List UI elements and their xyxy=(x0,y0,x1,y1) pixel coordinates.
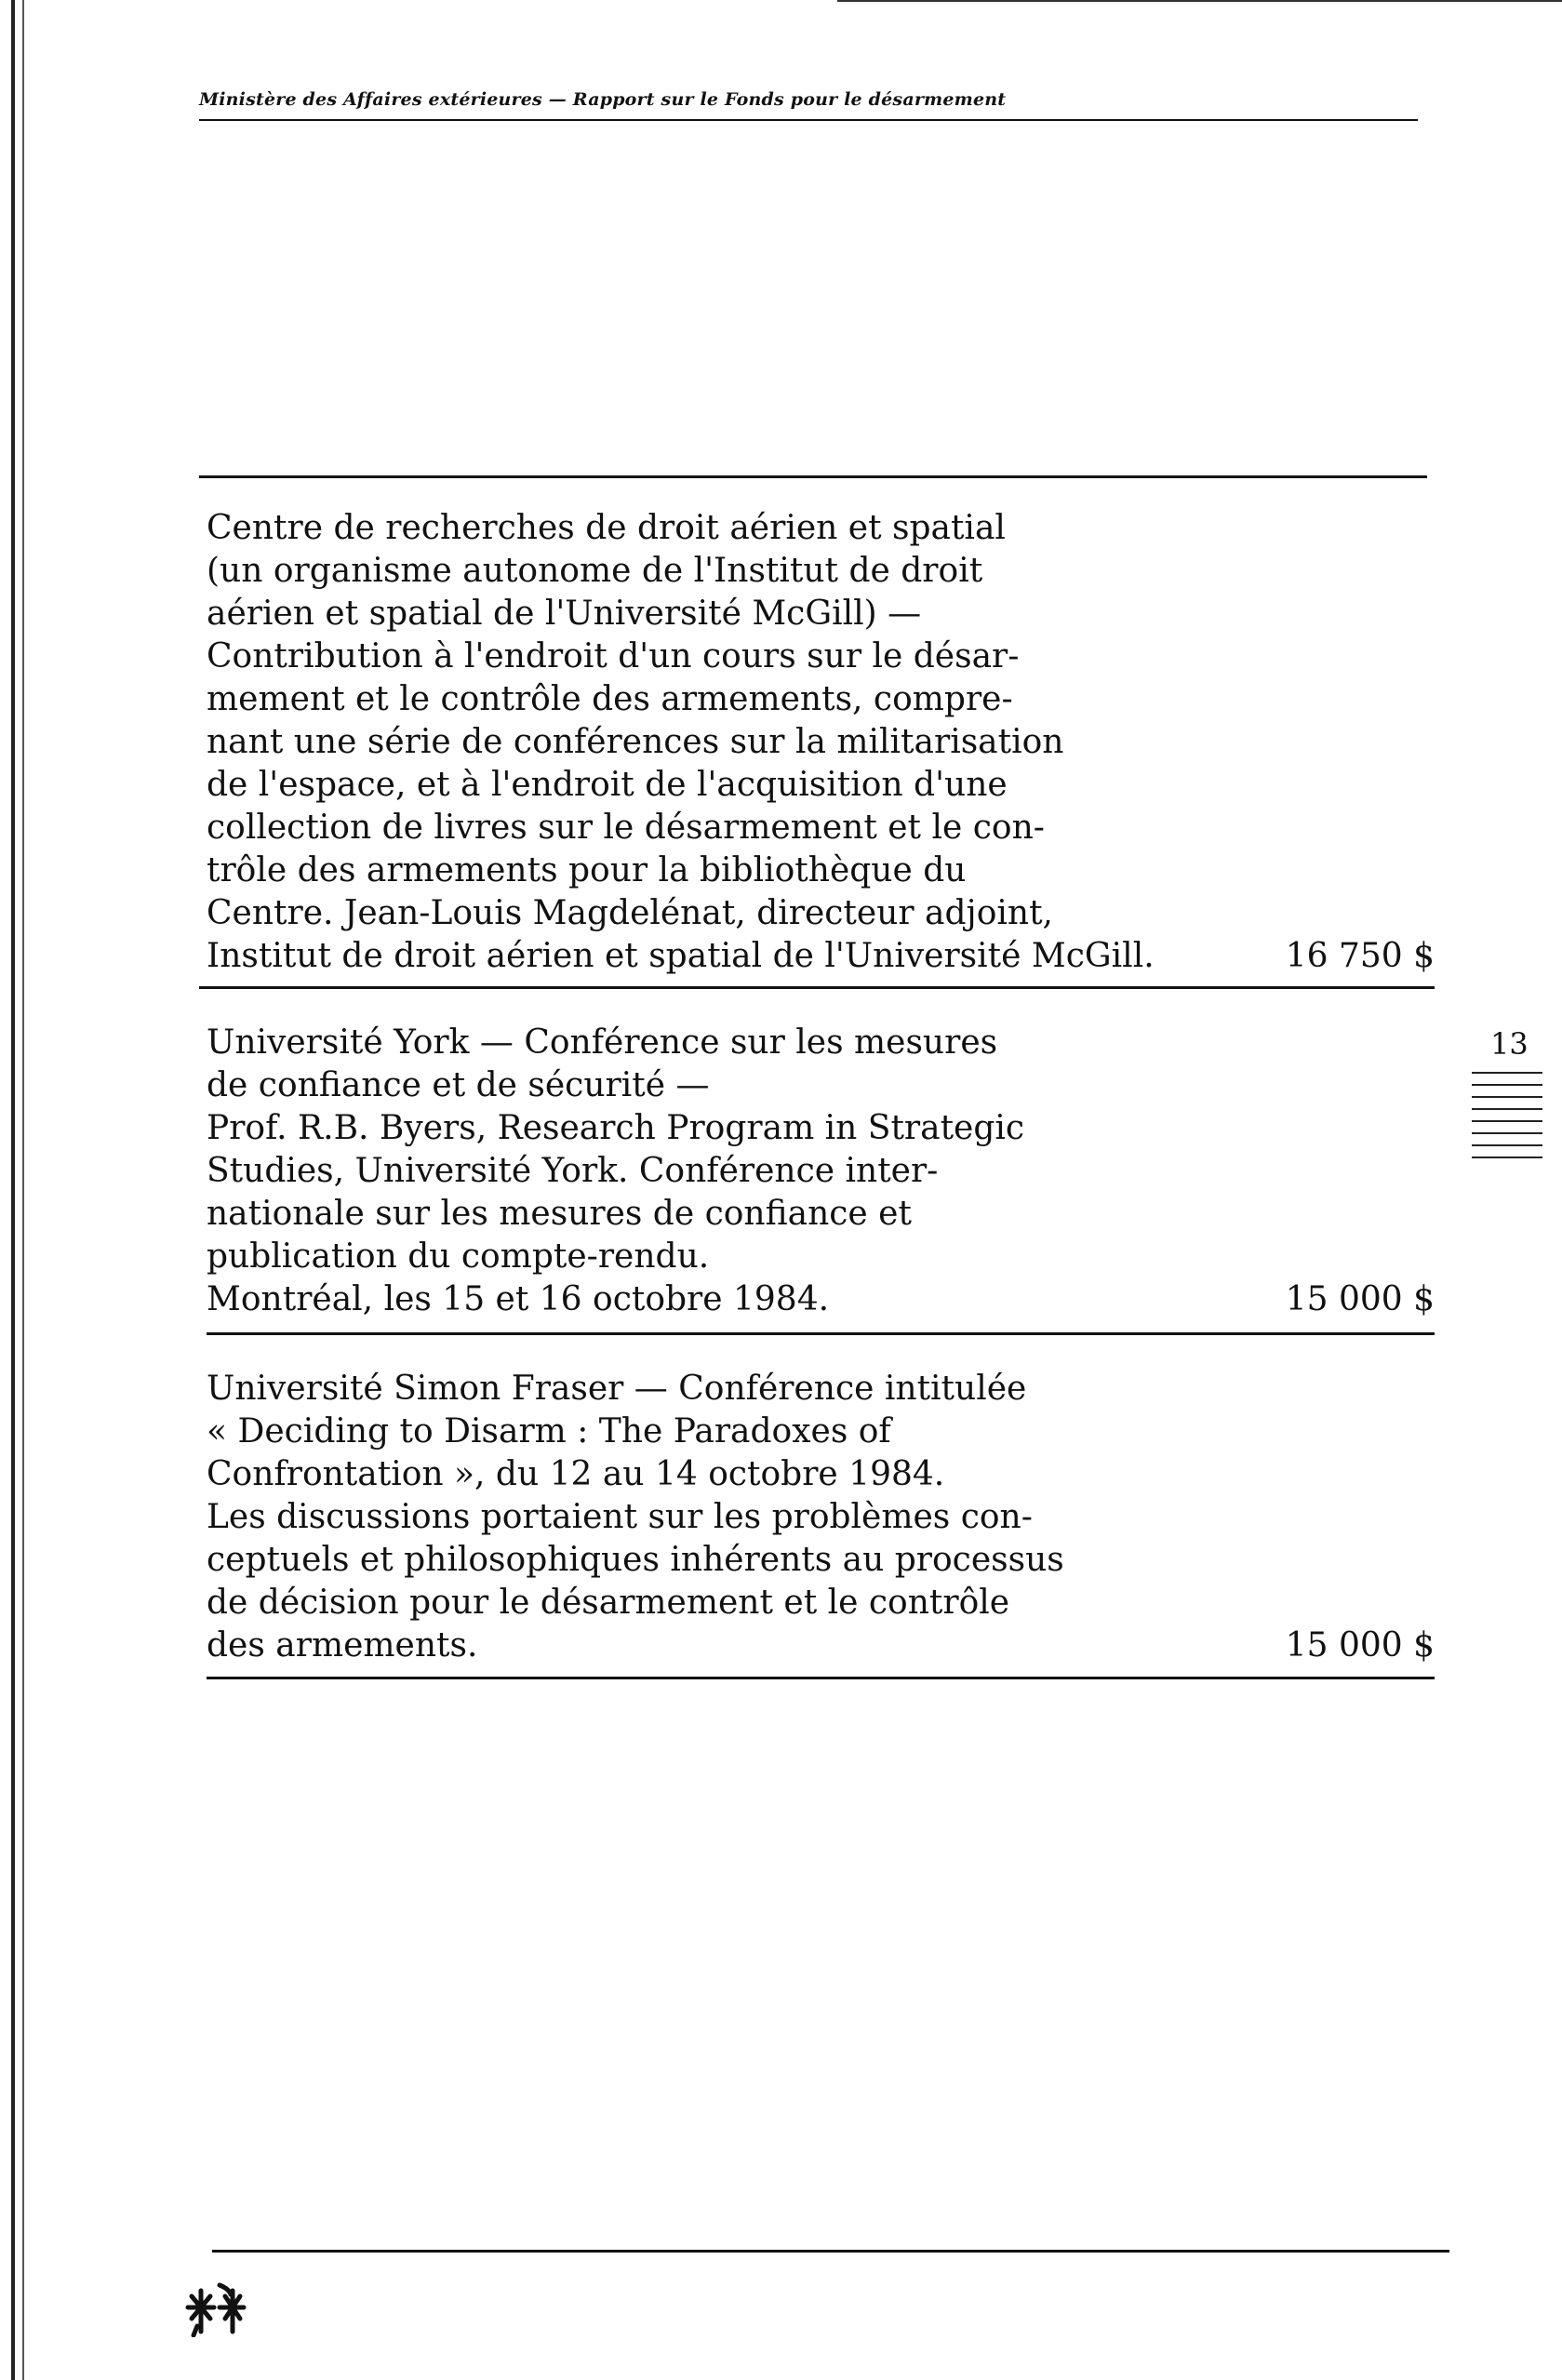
description-line: Prof. R.B. Byers, Research Program in Strategic xyxy=(207,1109,1025,1147)
entry-divider xyxy=(207,1332,1435,1335)
page-number: 13 xyxy=(1490,1026,1529,1062)
grant-description xyxy=(207,1022,1174,1321)
description-line: de l'espace, et à l'endroit de l'acquisition d'une xyxy=(207,766,1008,804)
description-line: mement et le contrôle des armements, compre- xyxy=(207,680,1013,718)
description-line: Centre de recherches de droit aérien et spatial xyxy=(207,509,1006,547)
government-emblem-icon xyxy=(182,2281,247,2337)
description-line: Confrontation », du 12 au 14 octobre 1984. xyxy=(207,1455,945,1493)
entry-divider xyxy=(207,1677,1435,1679)
description-line: trôle des armements pour la bibliothèque du xyxy=(207,851,967,889)
scan-edge-top xyxy=(837,0,1562,2)
header-rule xyxy=(199,119,1418,121)
grant-amount: 16 750 $ xyxy=(1285,937,1435,975)
running-header: Ministère des Affaires extérieures — Rapport sur le Fonds pour le désarmement xyxy=(199,89,1007,110)
footer-rule xyxy=(212,2250,1449,2253)
description-line: Centre. Jean-Louis Magdelénat, directeur adjoint, xyxy=(207,894,1053,932)
description-line: collection de livres sur le désarmement et le con- xyxy=(207,809,1045,847)
scan-edge-left xyxy=(11,0,15,2380)
description-line: nationale sur les mesures de confiance et xyxy=(207,1195,912,1233)
grant-amount: 15 000 $ xyxy=(1285,1626,1435,1665)
description-line: nant une série de conférences sur la militarisation xyxy=(207,723,1064,761)
grant-description xyxy=(207,507,1174,978)
description-line: Université Simon Fraser — Conférence intitulée xyxy=(207,1370,1027,1408)
page-edge-marks xyxy=(1472,1072,1542,1169)
description-line: « Deciding to Disarm : The Paradoxes of xyxy=(207,1412,891,1451)
description-line: Les discussions portaient sur les problèmes con- xyxy=(207,1498,1033,1536)
entry-divider xyxy=(199,986,1435,989)
description-line: Institut de droit aérien et spatial de l'Université McGill. xyxy=(207,937,1155,975)
description-line: de décision pour le désarmement et le contrôle xyxy=(207,1584,1010,1622)
grant-entry-york xyxy=(207,1022,1435,1329)
description-line: aérien et spatial de l'Université McGill) — xyxy=(207,595,922,633)
description-line: des armements. xyxy=(207,1626,478,1665)
description-line: de confiance et de sécurité — xyxy=(207,1066,710,1104)
description-line: ceptuels et philosophiques inhérents au processus xyxy=(207,1541,1064,1579)
grant-entry-simon-fraser xyxy=(207,1368,1435,1675)
grant-description xyxy=(207,1368,1174,1667)
description-line: Montréal, les 15 et 16 octobre 1984. xyxy=(207,1280,830,1318)
scan-edge-left-inner xyxy=(22,0,24,2380)
grant-entry-mcgill xyxy=(207,507,1435,982)
description-line: publication du compte-rendu. xyxy=(207,1237,710,1276)
description-line: (un organisme autonome de l'Institut de droit xyxy=(207,552,983,590)
grant-amount: 15 000 $ xyxy=(1285,1280,1435,1318)
description-line: Studies, Université York. Conférence inter- xyxy=(207,1152,939,1190)
description-line: Université York — Conférence sur les mesures xyxy=(207,1023,998,1062)
section-rule-top xyxy=(199,475,1427,478)
description-line: Contribution à l'endroit d'un cours sur le désar- xyxy=(207,637,1020,675)
